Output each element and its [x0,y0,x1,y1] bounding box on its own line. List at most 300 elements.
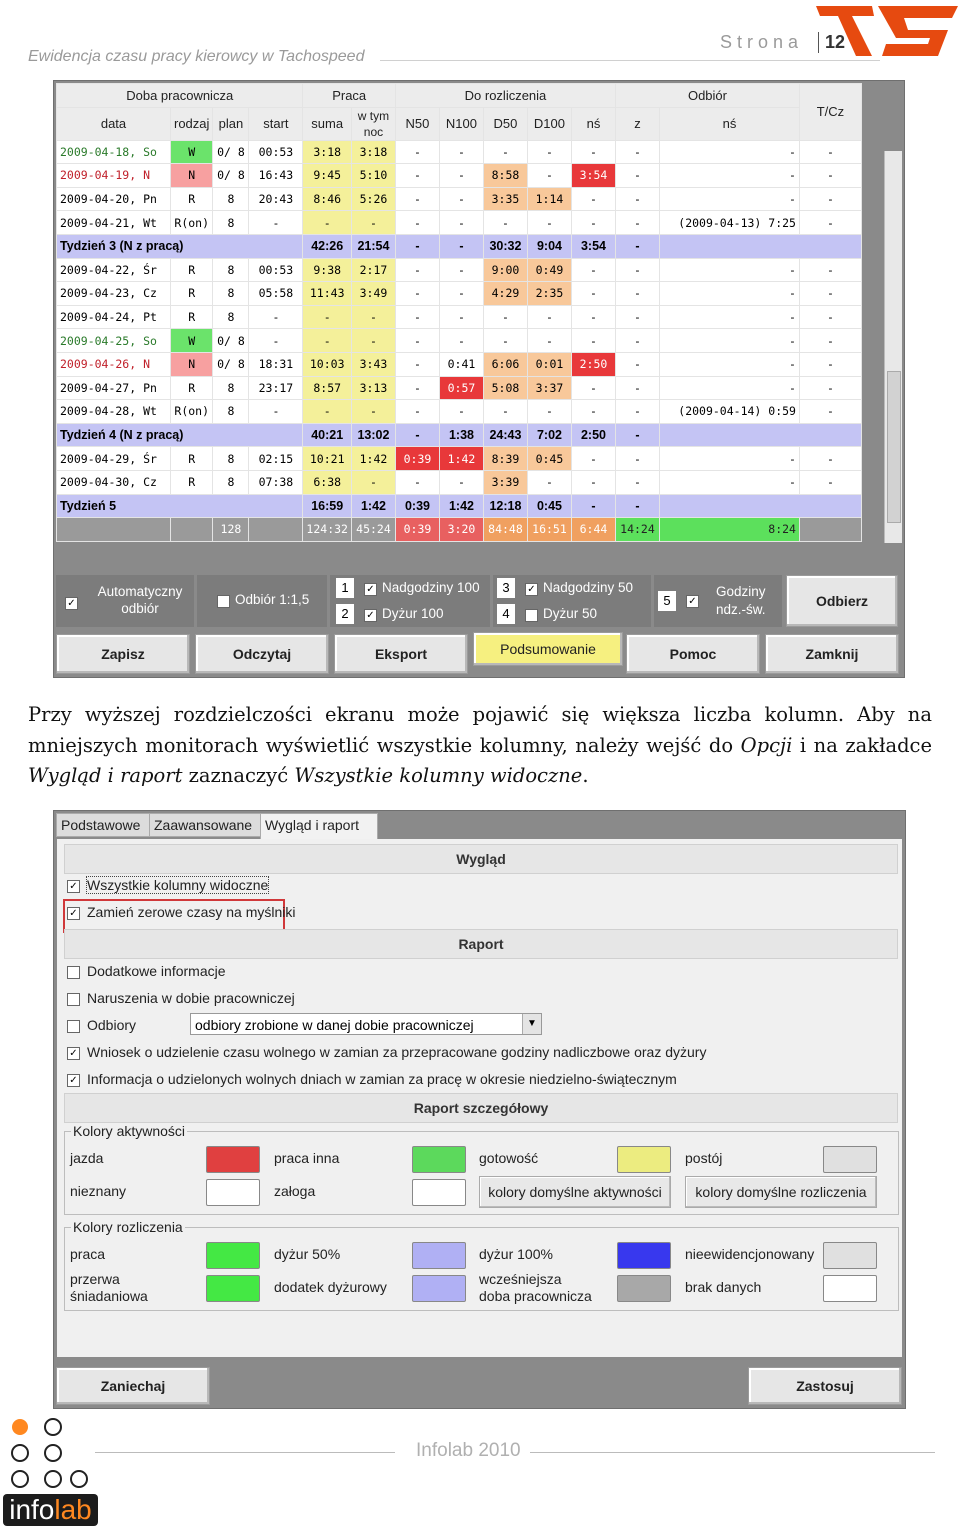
table-cell: 0:41 [439,352,483,376]
table-cell: - [395,164,439,188]
table-cell: - [659,187,799,211]
table-cell: - [439,140,483,164]
table-cell: R [171,305,213,329]
table-cell: 8 [213,187,249,211]
week-summary-row[interactable] [57,234,862,258]
label-zamien-zerowe: Zamień zerowe czasy na myślniki [87,904,296,920]
table-cell: - [395,400,439,424]
table-cell: 42:26 [303,234,352,258]
table-cell: R [171,258,213,282]
table-cell: 0:45 [527,447,571,471]
table-cell: - [571,140,615,164]
label-jazda: jazda [70,1150,104,1166]
footer-rule-left [95,1452,395,1453]
table-cell: - [799,447,861,471]
table-cell: - [659,258,799,282]
label-gotowosc: gotowość [479,1150,539,1166]
label-dodatek: dodatek dyżurowy [274,1279,387,1295]
table-cell: - [799,258,861,282]
table-cell: 9:04 [527,234,571,258]
label-dyzur50: dyżur 50% [274,1246,341,1262]
table-row[interactable] [57,352,862,376]
tab-wyglad-i-raport[interactable]: Wygląd i raport [260,813,378,840]
table-cell: 2009-04-18, So [57,140,171,164]
odbierz-button[interactable]: Odbierz [786,575,898,627]
godziny-checkbox[interactable]: ✓ [686,595,699,608]
label-praca-inna: praca inna [274,1150,340,1166]
table-cell: - [249,211,303,235]
table-cell: 2009-04-21, Wt [57,211,171,235]
table-cell: - [351,470,395,494]
table-cell: - [615,140,659,164]
col-z[interactable]: z [615,107,659,140]
odbior-11-label: Odbiór 1:1,5 [235,592,310,607]
table-cell: 13:02 [351,423,395,447]
footer-rule-right [530,1452,935,1453]
table-cell: - [395,234,439,258]
table-cell: (2009-04-14) 0:59 [659,400,799,424]
table-cell: - [799,211,861,235]
table-cell: 6:38 [303,470,352,494]
zaniechaj-button[interactable]: Zaniechaj [56,1367,210,1405]
table-cell: - [615,447,659,471]
table-cell: 05:58 [249,282,303,306]
swatch-gotowosc[interactable] [617,1146,671,1173]
table-row[interactable] [57,187,862,211]
table-cell: - [799,187,861,211]
table-cell: 14:24 [615,518,659,542]
table-cell: 8 [213,376,249,400]
table-cell: - [439,187,483,211]
table-cell: - [527,400,571,424]
table-cell: - [571,211,615,235]
table-cell: - [483,400,527,424]
table-cell: - [615,329,659,353]
table-cell: - [395,376,439,400]
table-row[interactable] [57,282,862,306]
table-cell: - [249,329,303,353]
table-cell: - [395,211,439,235]
table-cell: - [799,305,861,329]
para-wszystkie: Wszystkie kolumny widoczne [294,764,583,787]
table-cell: 1:14 [527,187,571,211]
table-cell: 2009-04-19, N [57,164,171,188]
table-cell: 8 [213,305,249,329]
zamknij-button[interactable]: Zamknij [765,634,899,674]
table-cell: - [799,400,861,424]
section-raport-szczegolowy: Raport szczegółowy [64,1093,898,1123]
para-part4: . [582,764,589,787]
col-noc[interactable] [351,107,395,140]
table-cell: R(on) [171,400,213,424]
table-cell: 128 [213,518,249,542]
table-cell: - [527,140,571,164]
table-cell: R(on) [171,211,213,235]
godziny-line1: Godziny [716,584,766,599]
nadgodziny50-checkbox[interactable]: ✓ [525,583,538,596]
table-cell: 1:38 [439,423,483,447]
table-row[interactable] [57,258,862,282]
table-cell: - [395,305,439,329]
checkbox-informacja[interactable]: ✓ [67,1074,80,1087]
table-row[interactable] [57,211,862,235]
table-cell: - [249,305,303,329]
swatch-jazda[interactable] [206,1146,260,1173]
option-wszystkie-kolumny[interactable] [67,877,268,893]
document-title: Ewidencja czasu pracy kierowcy w Tachospeed [28,48,365,65]
table-cell: - [527,470,571,494]
table-cell: 0/ 8 [213,164,249,188]
swatch-zaloga[interactable] [412,1179,466,1206]
label-informacja: Informacja o udzielonych wolnych dniach w zamian za pracę w okresie niedzielno-świątecznym [87,1071,677,1087]
table-cell: - [483,211,527,235]
table-cell: 18:31 [249,352,303,376]
table-row[interactable] [57,329,862,353]
group-rozliczenia-title: Kolory rozliczenia [73,1219,183,1235]
order-3[interactable]: 3 [497,578,515,598]
infolab-logo [3,1494,98,1526]
table-row[interactable] [57,400,862,424]
option-zamien-zerowe[interactable] [67,904,296,920]
group-kolory-aktywnosci [64,1123,899,1215]
col-data[interactable]: data [57,107,171,140]
group-aktywnosci-title: Kolory aktywności [73,1123,186,1139]
table-cell: - [439,282,483,306]
table-cell: - [571,282,615,306]
table-cell: 2009-04-27, Pn [57,376,171,400]
page-label: Strona [720,32,804,52]
option-dodatkowe[interactable] [67,963,226,979]
label-wniosek: Wniosek o udzielenie czasu wolnego w zamian za przepracowane godziny nadliczbowe oraz dyżury [87,1044,707,1060]
table-cell: - [615,494,659,518]
label-nieznany: nieznany [70,1183,127,1199]
table-cell: 9:45 [303,164,352,188]
odczytaj-button[interactable]: Odczytaj [195,634,329,674]
default-activity-colors-button[interactable]: kolory domyślne aktywności [479,1176,671,1208]
options-window [53,810,906,1409]
label-wszystkie-kolumny: Wszystkie kolumny widoczne [87,877,269,893]
table-cell: - [615,211,659,235]
table-cell: - [439,164,483,188]
table-cell: 7:02 [527,423,571,447]
table-cell: - [395,329,439,353]
nadgodziny50-label: Nadgodziny 50 [543,580,634,595]
table-cell: 11:43 [303,282,352,306]
table-cell: 00:53 [249,258,303,282]
table-cell: 8:24 [659,518,799,542]
odbiory-select-value: odbiory zrobione w danej dobie pracowniczej [195,1017,474,1033]
table-cell: - [527,164,571,188]
swatch-dyzur50[interactable] [412,1242,466,1269]
table-cell: N [171,352,213,376]
order-5[interactable]: 5 [658,591,676,611]
table-cell: - [439,305,483,329]
table-row[interactable] [57,305,862,329]
option-informacja[interactable] [67,1071,677,1087]
col-noc-label: noc [363,124,384,139]
option-naruszenia[interactable] [67,990,295,1006]
table-cell: 8 [213,282,249,306]
table-cell: 3:49 [351,282,395,306]
table-cell: 3:54 [571,164,615,188]
nadgodziny50-control [493,575,651,627]
table-cell: - [439,211,483,235]
table-cell: 2:35 [527,282,571,306]
label-brak-danych: brak danych [685,1279,762,1295]
table-row[interactable] [57,140,862,164]
swatch-przerwa[interactable] [206,1275,260,1302]
col-d50[interactable]: D50 [483,107,527,140]
tab-zaawansowane[interactable]: Zaawansowane [149,813,261,837]
table-cell: - [615,234,659,258]
table-cell: N [171,164,213,188]
para-part3: zaznaczyć [182,764,295,787]
table-cell: 21:54 [351,234,395,258]
tab-podstawowe[interactable]: Podstawowe [56,813,150,837]
table-cell: 8 [213,258,249,282]
table-cell: 0:45 [527,494,571,518]
table-cell: 3:54 [571,234,615,258]
label-przerwa-2: śniadaniowa [70,1288,148,1304]
table-cell: - [799,329,861,353]
table-cell: - [799,282,861,306]
table-cell: - [571,305,615,329]
eksport-button[interactable]: Eksport [334,634,468,674]
col-rodzaj[interactable]: rodzaj [171,107,213,140]
table-cell: - [659,140,799,164]
table-cell: 2009-04-23, Cz [57,282,171,306]
col-suma[interactable]: suma [303,107,352,140]
body-paragraph [28,700,932,792]
tachospeed-logo-icon [812,0,960,62]
swatch-nieewidencjonowany[interactable] [823,1242,877,1269]
chevron-down-icon[interactable]: ▼ [522,1014,541,1034]
nadgodziny100-checkbox[interactable]: ✓ [364,583,377,596]
table-cell: - [351,400,395,424]
table-cell: - [439,234,483,258]
dyzur50-checkbox[interactable] [525,609,538,622]
table-cell: R [171,470,213,494]
table-cell [57,518,171,542]
hdr-doba: Doba pracownicza [57,84,303,108]
table-cell: - [439,400,483,424]
table-cell: R [171,447,213,471]
table-cell: 2:50 [571,352,615,376]
order-2[interactable]: 2 [336,604,354,624]
odbiory-select[interactable] [190,1013,542,1035]
hdr-odbior: Odbiór [615,84,799,108]
footer-text: Infolab 2010 [416,1440,521,1461]
table-cell: 3:39 [483,470,527,494]
table-cell: - [483,305,527,329]
table-cell: - [615,164,659,188]
table-cell: - [483,140,527,164]
table-cell: - [351,211,395,235]
table-cell: 00:53 [249,140,303,164]
checkbox-naruszenia[interactable] [67,993,80,1006]
table-cell: 0:57 [439,376,483,400]
table-cell: - [659,329,799,353]
hdr-praca: Praca [303,84,396,108]
table-cell: - [351,329,395,353]
table-cell: R [171,282,213,306]
logo-lab: lab [54,1494,92,1525]
table-cell: - [571,258,615,282]
table-cell: - [303,400,352,424]
table-cell: 2009-04-26, N [57,352,171,376]
label-naruszenia: Naruszenia w dobie pracowniczej [87,990,295,1006]
table-cell: - [615,258,659,282]
table-cell: - [571,376,615,400]
label-wczesniejsza-2: doba pracownicza [479,1288,592,1304]
label-zaloga: załoga [274,1183,316,1199]
swatch-praca[interactable] [206,1242,260,1269]
col-start[interactable]: start [249,107,303,140]
week-summary-row[interactable] [57,494,862,518]
table-cell: - [799,352,861,376]
zapisz-button[interactable]: Zapisz [56,634,190,674]
order-1[interactable]: 1 [336,578,354,598]
table-cell: 9:00 [483,258,527,282]
podsumowanie-tab[interactable]: Podsumowanie [473,632,623,666]
table-cell: 124:32 [303,518,352,542]
auto-odbior-control[interactable] [56,575,194,627]
table-cell: 9:38 [303,258,352,282]
auto-odbior-checkbox[interactable]: ✓ [65,597,78,610]
table-cell: - [303,305,352,329]
table-cell [171,518,213,542]
options-panel [57,839,902,1357]
label-nieewidencjonowany: nieewidencjonowany [685,1246,815,1262]
table-cell: 3:13 [351,376,395,400]
order-4[interactable]: 4 [497,604,515,624]
swatch-dyzur100[interactable] [617,1242,671,1269]
col-ns[interactable]: nś [571,107,615,140]
dyzur100-checkbox[interactable]: ✓ [364,609,377,622]
table-cell: - [659,305,799,329]
table-cell: - [395,282,439,306]
checkbox-dodatkowe[interactable] [67,966,80,979]
zastosuj-button[interactable]: Zastosuj [748,1367,902,1405]
table-cell: 10:03 [303,352,352,376]
week-summary-row[interactable] [57,423,862,447]
table-cell: - [351,305,395,329]
table-cell: 6:06 [483,352,527,376]
dyzur100-label: Dyżur 100 [382,606,444,621]
table-cell: - [571,329,615,353]
godziny-label [716,583,766,619]
table-cell: 10:21 [303,447,352,471]
table-cell: 5:26 [351,187,395,211]
table-cell: 2:50 [571,423,615,447]
swatch-nieznany[interactable] [206,1179,260,1206]
option-wniosek[interactable] [67,1044,706,1060]
table-cell: - [527,329,571,353]
auto-odbior-label: Automatyczny odbiór [97,584,183,616]
col-plan[interactable]: plan [213,107,249,140]
odbior-11-checkbox[interactable] [217,595,230,608]
table-cell [799,518,861,542]
swatch-praca-inna[interactable] [412,1146,466,1173]
table-cell: 07:38 [249,470,303,494]
table-cell: 2009-04-20, Pn [57,187,171,211]
table-cell: (2009-04-13) 7:25 [659,211,799,235]
swatch-wczesniejsza[interactable] [617,1275,671,1302]
group-kolory-rozliczenia [64,1219,899,1311]
table-cell: 0:01 [527,352,571,376]
table-row[interactable] [57,164,862,188]
swatch-postoj[interactable] [823,1146,877,1173]
table-cell: 2009-04-29, Śr [57,447,171,471]
pomoc-button[interactable]: Pomoc [626,634,760,674]
checkbox-odbiory[interactable] [67,1020,80,1033]
table-cell: 20:43 [249,187,303,211]
nadgodziny100-control [330,575,490,627]
swatch-dodatek[interactable] [412,1275,466,1302]
table-cell: 30:32 [483,234,527,258]
swatch-brak-danych[interactable] [823,1275,877,1302]
total-row[interactable] [57,518,862,542]
table-cell: 0:39 [395,518,439,542]
table-row[interactable] [57,447,862,471]
table-cell: - [615,282,659,306]
table-cell: - [571,400,615,424]
table-cell: - [439,329,483,353]
table-cell: 2009-04-30, Cz [57,470,171,494]
table-cell: - [799,376,861,400]
col-n100[interactable]: N100 [439,107,483,140]
table-cell: - [799,470,861,494]
table-cell: 8 [213,400,249,424]
para-part2: i na zakładce [792,733,933,757]
table-cell: R [171,187,213,211]
table-cell: W [171,140,213,164]
table-cell: - [659,164,799,188]
checkbox-zamien-zerowe[interactable]: ✓ [67,907,80,920]
table-cell: - [527,211,571,235]
table-cell: 23:17 [249,376,303,400]
odbior-11-control[interactable] [197,575,327,627]
table-cell: - [249,400,303,424]
table-cell: 12:18 [483,494,527,518]
table-cell: - [615,400,659,424]
nadgodziny100-label: Nadgodziny 100 [382,580,480,595]
table-cell: 16:43 [249,164,303,188]
table-scrollbar[interactable] [884,151,902,543]
checkbox-wszystkie-kolumny[interactable]: ✓ [67,880,80,893]
option-odbiory[interactable] [67,1017,136,1033]
default-settlement-colors-button[interactable]: kolory domyślne rozliczenia [685,1176,877,1208]
table-cell: Tydzień 5 [57,494,303,518]
col-odbior-ns[interactable]: nś [659,107,799,140]
col-wtym: w tym [357,108,390,123]
label-praca: praca [70,1246,106,1262]
table-cell: 0:39 [395,447,439,471]
checkbox-wniosek[interactable]: ✓ [67,1047,80,1060]
table-cell: 0:39 [395,494,439,518]
col-d100[interactable]: D100 [527,107,571,140]
para-wyglad: Wygląd i raport [28,764,183,787]
table-cell: 2009-04-28, Wt [57,400,171,424]
table-cell: 8:39 [483,447,527,471]
table-cell: - [615,305,659,329]
table-row[interactable] [57,376,862,400]
table-row[interactable] [57,470,862,494]
table-cell: 3:20 [439,518,483,542]
table-cell: - [527,305,571,329]
col-n50[interactable]: N50 [395,107,439,140]
scrollbar-thumb[interactable] [887,371,901,523]
